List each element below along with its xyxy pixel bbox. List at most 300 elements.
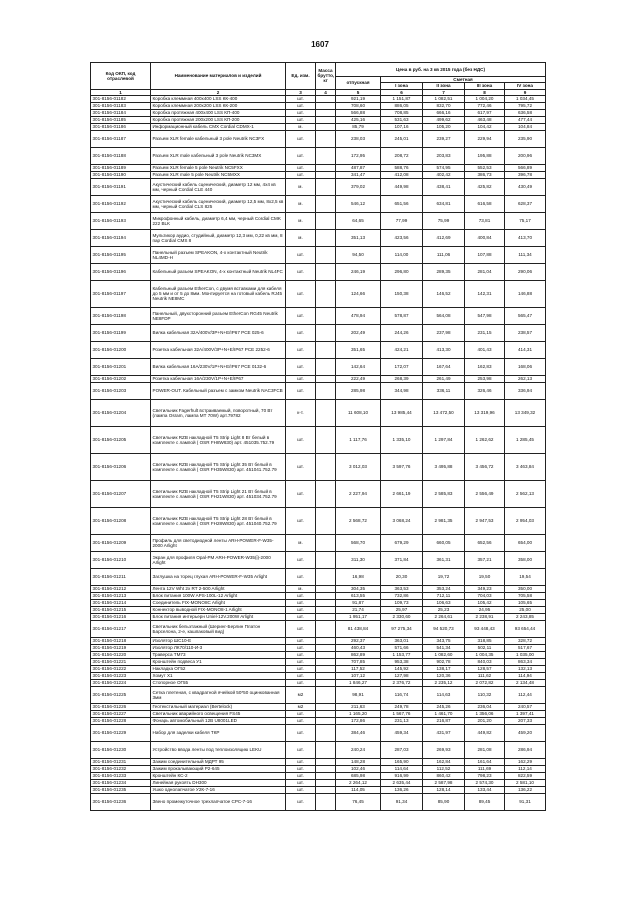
row-release-price: 124,66 <box>336 280 381 307</box>
row-name: Соединитель FIX-MONO8C Arlight <box>151 599 286 606</box>
table-row <box>91 613 546 620</box>
row-price-zone-4: 396,78 <box>505 171 546 178</box>
row-price-zone-4: 235,90 <box>505 130 546 147</box>
row-mass <box>316 651 336 658</box>
table-row <box>91 599 546 606</box>
row-price-zone-3: 201,20 <box>465 717 505 724</box>
row-code: 301-8156-01230 <box>91 741 151 758</box>
row-unit: шт. <box>286 772 316 779</box>
row-price-zone-3: 24,95 <box>465 606 505 613</box>
column-index: 1 <box>91 89 151 95</box>
row-name: Микрофонный кабель, диаметр 6,4 мм, черный Cordial CMK 222 BLK <box>151 212 286 229</box>
row-price-zone-1: 344,98 <box>381 382 423 399</box>
table-row <box>91 280 546 307</box>
row-code: 301-8156-01203 <box>91 382 151 399</box>
table-row <box>91 324 546 341</box>
row-price-zone-1: 91,34 <box>381 793 423 810</box>
row-release-price: 425,16 <box>336 116 381 123</box>
row-unit: шт. <box>286 102 316 109</box>
row-unit: м2 <box>286 686 316 703</box>
row-release-price: 172,95 <box>336 147 381 164</box>
row-price-zone-1: 363,01 <box>381 637 423 644</box>
row-release-price: 708,60 <box>336 102 381 109</box>
row-release-price: 114,05 <box>336 786 381 793</box>
row-price-zone-4: 19,54 <box>505 568 546 585</box>
row-price-zone-1: 578,87 <box>381 307 423 324</box>
row-unit: шт. <box>286 453 316 480</box>
row-unit: шт. <box>286 358 316 375</box>
row-name: Кабельный разъем SPEAKON, 4-х контактный Neutrik NL4FC <box>151 263 286 280</box>
column-index: 2 <box>151 89 286 95</box>
row-price-zone-4: 414,31 <box>505 341 546 358</box>
table-row <box>91 724 546 741</box>
row-price-zone-2: 245,26 <box>423 703 465 710</box>
row-unit: шт. <box>286 109 316 116</box>
row-release-price: 246,19 <box>336 263 381 280</box>
row-price-zone-2: 85,90 <box>423 793 465 810</box>
row-price-zone-2: 289,35 <box>423 263 465 280</box>
row-code: 301-8156-01183 <box>91 102 151 109</box>
row-release-price: 102,46 <box>336 765 381 772</box>
row-unit: м. <box>286 585 316 592</box>
row-price-zone-3: 253,98 <box>465 375 505 382</box>
row-release-price: 3 012,03 <box>336 453 381 480</box>
row-price-zone-3: 162,83 <box>465 358 505 375</box>
row-unit: шт. <box>286 724 316 741</box>
row-mass <box>316 613 336 620</box>
row-mass <box>316 480 336 507</box>
row-name: Ушко однолапчатое У2К-7-16 <box>151 786 286 793</box>
header-release-price: отпускная <box>336 77 381 90</box>
row-price-zone-2: 106,63 <box>423 599 465 606</box>
row-price-zone-3: 463,48 <box>465 116 505 123</box>
row-price-zone-4: 628,37 <box>505 195 546 212</box>
price-table <box>90 62 546 811</box>
row-name: Лента 12V Wht 2x RT 2-500 Arlight <box>151 585 286 592</box>
row-name: Набор для заделки кабеля ТКР <box>151 724 286 741</box>
row-unit: шт. <box>286 551 316 568</box>
row-price-zone-3: 281,08 <box>465 741 505 758</box>
row-mass <box>316 644 336 651</box>
row-price-zone-2: 412,69 <box>423 229 465 246</box>
row-price-zone-3: 401,43 <box>465 341 505 358</box>
row-price-zone-4: 477,44 <box>505 116 546 123</box>
row-release-price: 1 951,17 <box>336 613 381 620</box>
table-row <box>91 212 546 229</box>
row-code: 301-8156-01226 <box>91 703 151 710</box>
row-price-zone-3: 236,04 <box>465 703 505 710</box>
table-row <box>91 551 546 568</box>
row-price-zone-1: 107,16 <box>381 123 423 130</box>
table-row <box>91 358 546 375</box>
row-code: 301-8156-01225 <box>91 686 151 703</box>
table-row <box>91 507 546 534</box>
row-price-zone-1: 208,72 <box>381 147 423 164</box>
row-price-zone-3: 281,04 <box>465 263 505 280</box>
row-unit: шт. <box>286 568 316 585</box>
row-price-zone-2: 413,30 <box>423 341 465 358</box>
row-name: Панельный разъем SPEAKON, 4-х контактный Neutrik NL4MD-H <box>151 246 286 263</box>
row-name: Коробка клеммная 400х400 LSS КК-400 <box>151 95 286 102</box>
row-name: Светильник RZB накладной Т5 Strip Light 8 Вт белый в комплекте с лампой ( OSR FH8W830) арт. 451035.752.79 <box>151 426 286 453</box>
row-code: 301-8156-01214 <box>91 599 151 606</box>
row-price-zone-4: 2 954,03 <box>505 507 546 534</box>
row-mass <box>316 229 336 246</box>
header-mass: Масса брутто, кг <box>316 63 336 90</box>
row-unit: шт. <box>286 665 316 672</box>
header-zone-1: I зона <box>381 83 423 89</box>
row-mass <box>316 672 336 679</box>
row-mass <box>316 324 336 341</box>
table-row <box>91 147 546 164</box>
row-price-zone-3: 772,46 <box>465 102 505 109</box>
row-release-price: 487,87 <box>336 164 381 171</box>
row-price-zone-3: 229,94 <box>465 130 505 147</box>
row-name: Коробка протяжная 400х400 LSS КП-400 <box>151 109 286 116</box>
row-code: 301-8156-01201 <box>91 358 151 375</box>
row-name: Устройство ввода ленты под теплоизоляцию LEKU <box>151 741 286 758</box>
row-mass <box>316 399 336 426</box>
table-row <box>91 772 546 779</box>
row-price-zone-4: 1 035,00 <box>505 651 546 658</box>
table-row <box>91 480 546 507</box>
row-price-zone-4: 240,57 <box>505 703 546 710</box>
row-unit: шт. <box>286 382 316 399</box>
row-code: 301-8156-01231 <box>91 758 151 765</box>
table-row <box>91 102 546 109</box>
row-price-zone-2: 269,93 <box>423 741 465 758</box>
row-price-zone-1: 953,38 <box>381 658 423 665</box>
row-price-zone-1: 231,13 <box>381 717 423 724</box>
row-price-zone-4: 328,72 <box>505 637 546 644</box>
row-price-zone-4: 863,34 <box>505 658 546 665</box>
row-price-zone-1: 459,34 <box>381 724 423 741</box>
row-release-price: 921,19 <box>336 95 381 102</box>
row-price-zone-3: 19,50 <box>465 568 505 585</box>
row-price-zone-2: 343,75 <box>423 637 465 644</box>
row-price-zone-2: 111,06 <box>423 246 465 263</box>
table-row <box>91 779 546 786</box>
row-mass <box>316 703 336 710</box>
row-code: 301-8156-01192 <box>91 195 151 212</box>
row-name: Разъем XLR female кабельный 3 pole Neutrik NC3FX <box>151 130 286 147</box>
row-name: Розетка кабельная 16А/230V/1P+N+E/IP67 <box>151 375 286 382</box>
row-price-zone-1: 423,56 <box>381 229 423 246</box>
row-price-zone-2: 237,98 <box>423 324 465 341</box>
row-unit: шт. <box>286 672 316 679</box>
table-row <box>91 453 546 480</box>
table-row <box>91 123 546 130</box>
row-price-zone-2: 499,62 <box>423 116 465 123</box>
row-release-price: 566,88 <box>336 109 381 116</box>
row-name: Звено промежуточное трехлапчатое СРС-7-16 <box>151 793 286 810</box>
row-mass <box>316 178 336 195</box>
row-name: Стопорное ОГ55 <box>151 679 286 686</box>
row-price-zone-4: 705,58 <box>505 592 546 599</box>
row-unit: шт. <box>286 786 316 793</box>
row-price-zone-3: 502,11 <box>465 644 505 651</box>
row-price-zone-4: 207,33 <box>505 717 546 724</box>
row-price-zone-4: 336,94 <box>505 382 546 399</box>
row-name: Коробка протяжная 200х200 LSS КП-200 <box>151 116 286 123</box>
row-code: 301-8156-01232 <box>91 765 151 772</box>
row-price-zone-4: 91,31 <box>505 793 546 810</box>
row-name: Изолятор ЛК70/110-И-3 <box>151 644 286 651</box>
row-price-zone-3: 449,82 <box>465 724 505 741</box>
row-mass <box>316 724 336 741</box>
row-unit: к-т. <box>286 399 316 426</box>
row-unit: шт. <box>286 758 316 765</box>
row-price-zone-2: 75,99 <box>423 212 465 229</box>
table-row <box>91 164 546 171</box>
table-row <box>91 568 546 585</box>
row-price-zone-1: 245,01 <box>381 130 423 147</box>
row-mass <box>316 116 336 123</box>
table-row <box>91 710 546 717</box>
row-release-price: 379,02 <box>336 178 381 195</box>
row-price-zone-1: 268,39 <box>381 375 423 382</box>
page-number: 1607 <box>311 40 329 49</box>
table-row <box>91 765 546 772</box>
table-row <box>91 246 546 263</box>
row-price-zone-1: 249,78 <box>381 703 423 710</box>
row-code: 301-8156-01228 <box>91 717 151 724</box>
table-row <box>91 341 546 358</box>
table-row <box>91 263 546 280</box>
row-mass <box>316 772 336 779</box>
column-index: 9 <box>505 89 546 95</box>
row-name: Разъем XLR male кабельный 3 pole Neutrik NC3MX <box>151 147 286 164</box>
row-code: 301-8156-01236 <box>91 793 151 810</box>
row-mass <box>316 599 336 606</box>
row-name: Светильник бельэтажный (Шеринг-Берлин Платон Барселона, 2-е, кашпаковый вид) <box>151 620 286 637</box>
row-release-price: 64,65 <box>336 212 381 229</box>
row-mass <box>316 95 336 102</box>
row-price-zone-3: 318,85 <box>465 637 505 644</box>
row-release-price: 292,37 <box>336 637 381 644</box>
row-price-zone-3: 2 556,49 <box>465 480 505 507</box>
row-price-zone-3: 1 262,62 <box>465 426 505 453</box>
row-code: 301-8156-01235 <box>91 786 151 793</box>
row-code: 301-8156-01189 <box>91 164 151 171</box>
row-release-price: 384,46 <box>336 724 381 741</box>
row-price-zone-3: 142,31 <box>465 280 505 307</box>
row-price-zone-4: 2 581,10 <box>505 779 546 786</box>
row-price-zone-3: 2 072,82 <box>465 679 505 686</box>
row-price-zone-3: 231,15 <box>465 324 505 341</box>
row-price-zone-2: 3 495,88 <box>423 453 465 480</box>
header-price: Цена в руб. на 3 кв 2015 года (без НДС) <box>336 63 546 77</box>
row-unit: шт. <box>286 507 316 534</box>
row-code: 301-8156-01207 <box>91 480 151 507</box>
row-code: 301-8156-01193 <box>91 212 151 229</box>
row-mass <box>316 686 336 703</box>
row-code: 301-8156-01206 <box>91 453 151 480</box>
row-unit: шт. <box>286 613 316 620</box>
row-price-zone-1: 127,98 <box>381 672 423 679</box>
row-mass <box>316 665 336 672</box>
row-unit: м. <box>286 534 316 551</box>
row-name: Линейная рукоять DH300 <box>151 779 286 786</box>
row-code: 301-8156-01213 <box>91 592 151 599</box>
column-index: 7 <box>423 89 465 95</box>
table-row <box>91 178 546 195</box>
row-price-zone-4: 105,65 <box>505 599 546 606</box>
table-row <box>91 786 546 793</box>
row-price-zone-1: 1 567,76 <box>381 710 423 717</box>
row-release-price: 546,12 <box>336 195 381 212</box>
row-name: Светильник Fagerhult встраиваемый, поворотный, 70 Вт (лампа Osram, лампа МТ 70W) арт.79782 <box>151 399 286 426</box>
row-price-zone-2: 120,36 <box>423 672 465 679</box>
row-unit: шт. <box>286 171 316 178</box>
row-mass <box>316 453 336 480</box>
row-price-zone-1: 886,05 <box>381 102 423 109</box>
row-price-zone-1: 97 275,34 <box>381 620 423 637</box>
row-code: 301-8156-01234 <box>91 779 151 786</box>
table-row <box>91 382 546 399</box>
row-price-zone-2: 353,24 <box>423 585 465 592</box>
row-price-zone-4: 795,72 <box>505 102 546 109</box>
row-code: 301-8156-01209 <box>91 534 151 551</box>
row-price-zone-2: 574,95 <box>423 164 465 171</box>
row-price-zone-2: 216,87 <box>423 717 465 724</box>
row-price-zone-1: 1 335,10 <box>381 426 423 453</box>
row-mass <box>316 534 336 551</box>
row-release-price: 98,91 <box>336 686 381 703</box>
row-code: 301-8156-01187 <box>91 130 151 147</box>
row-price-zone-4: 2 562,13 <box>505 480 546 507</box>
row-code: 301-8156-01198 <box>91 307 151 324</box>
row-name: Накладка ОГ52 <box>151 665 286 672</box>
row-price-zone-2: 431,97 <box>423 724 465 741</box>
row-mass <box>316 568 336 585</box>
row-price-zone-2: 239,27 <box>423 130 465 147</box>
row-code: 301-8156-01191 <box>91 178 151 195</box>
row-name: Блок питания интерьерн Uniel-12V.200W Arlight <box>151 613 286 620</box>
row-mass <box>316 109 336 116</box>
column-index: 5 <box>336 89 381 95</box>
row-mass <box>316 102 336 109</box>
row-release-price: 94,50 <box>336 246 381 263</box>
row-price-zone-3: 111,62 <box>465 672 505 679</box>
row-unit: шт. <box>286 147 316 164</box>
row-code: 301-8156-01222 <box>91 665 151 672</box>
row-price-zone-4: 459,20 <box>505 724 546 741</box>
table-row <box>91 130 546 147</box>
row-release-price: 21,74 <box>336 606 381 613</box>
table-row <box>91 426 546 453</box>
row-price-zone-4: 146,88 <box>505 280 546 307</box>
table-row <box>91 758 546 765</box>
row-price-zone-2: 1 082,51 <box>423 95 465 102</box>
header-zone-2: II зона <box>423 83 465 89</box>
row-mass <box>316 606 336 613</box>
row-unit: шт. <box>286 599 316 606</box>
row-price-zone-3: 104,42 <box>465 123 505 130</box>
table-row <box>91 229 546 246</box>
row-price-zone-3: 616,58 <box>465 195 505 212</box>
row-mass <box>316 637 336 644</box>
row-name: Кабельный разъем EtherCon, с двумя вставками для кабеля до 5 мм и от 5 до 8мм. Монтируется на готовый кабель RJ45 Neutrik NE8MC <box>151 280 286 307</box>
table-row <box>91 686 546 703</box>
row-name: Разъем XLR female 5 pole Neutrik NC5FXX <box>151 164 286 171</box>
row-code: 301-8156-01219 <box>91 644 151 651</box>
row-code: 301-8156-01220 <box>91 651 151 658</box>
row-price-zone-2: 13 472,50 <box>423 399 465 426</box>
row-mass <box>316 123 336 130</box>
row-price-zone-1: 172,07 <box>381 358 423 375</box>
row-price-zone-1: 2 330,60 <box>381 613 423 620</box>
row-name: Светильник аварийного освещения FS45 <box>151 710 286 717</box>
row-name: Вилка кабельная 32А/400V/3P+N+E/IP67 PCE 025-6 <box>151 324 286 341</box>
row-unit: шт. <box>286 341 316 358</box>
row-price-zone-3: 2 238,91 <box>465 613 505 620</box>
row-price-zone-4: 566,89 <box>505 164 546 171</box>
row-release-price: 1 117,76 <box>336 426 381 453</box>
row-price-zone-4: 104,84 <box>505 123 546 130</box>
row-price-zone-1: 571,66 <box>381 644 423 651</box>
row-price-zone-3: 1 004,20 <box>465 95 505 102</box>
row-code: 301-8156-01196 <box>91 263 151 280</box>
row-price-zone-2: 105,20 <box>423 123 465 130</box>
row-mass <box>316 793 336 810</box>
row-code: 301-8156-01197 <box>91 280 151 307</box>
row-price-zone-3: 652,56 <box>465 534 505 551</box>
row-price-zone-1: 244,26 <box>381 324 423 341</box>
row-price-zone-4: 162,29 <box>505 758 546 765</box>
row-price-zone-2: 712,11 <box>423 592 465 599</box>
row-price-zone-2: 1 297,84 <box>423 426 465 453</box>
table-row <box>91 644 546 651</box>
row-release-price: 172,86 <box>336 717 381 724</box>
header-zone-3: III зона <box>465 83 505 89</box>
row-price-zone-2: 564,08 <box>423 307 465 324</box>
row-price-zone-4: 114,94 <box>505 672 546 679</box>
row-price-zone-3: 552,53 <box>465 164 505 171</box>
row-price-zone-1: 114,00 <box>381 246 423 263</box>
row-price-zone-1: 916,99 <box>381 772 423 779</box>
row-price-zone-3: 3 456,72 <box>465 453 505 480</box>
row-release-price: 285,98 <box>336 382 381 399</box>
row-price-zone-4: 290,06 <box>505 263 546 280</box>
row-release-price: 76,45 <box>336 793 381 810</box>
row-name: Коннектор выводной FIX-MONO8-1 Arlight <box>151 606 286 613</box>
row-price-zone-3: 133,44 <box>465 786 505 793</box>
row-mass <box>316 212 336 229</box>
row-mass <box>316 786 336 793</box>
row-mass <box>316 658 336 665</box>
row-mass <box>316 130 336 147</box>
row-release-price: 351,13 <box>336 229 381 246</box>
row-mass <box>316 307 336 324</box>
row-price-zone-2: 25,23 <box>423 606 465 613</box>
row-mass <box>316 717 336 724</box>
row-price-zone-1: 20,30 <box>381 568 423 585</box>
row-unit: шт. <box>286 164 316 171</box>
row-price-zone-3: 840,03 <box>465 658 505 665</box>
row-price-zone-2: 634,81 <box>423 195 465 212</box>
row-price-zone-4: 2 134,48 <box>505 679 546 686</box>
row-price-zone-4: 2 243,85 <box>505 613 546 620</box>
row-name: POWER-OUT. Кабельный разъем с замком Neutrik NAC3FCB <box>151 382 286 399</box>
row-code: 301-8156-01211 <box>91 568 151 585</box>
header-zone-4: IV зона <box>505 83 546 89</box>
row-name: Коробка клеммная 200х200 LSS КК-200 <box>151 102 286 109</box>
header-unit: Ед. изм. <box>286 63 316 90</box>
row-price-zone-1: 708,85 <box>381 109 423 116</box>
row-name: Зажим прокалывающий Р2-645 <box>151 765 286 772</box>
row-code: 301-8156-01229 <box>91 724 151 741</box>
